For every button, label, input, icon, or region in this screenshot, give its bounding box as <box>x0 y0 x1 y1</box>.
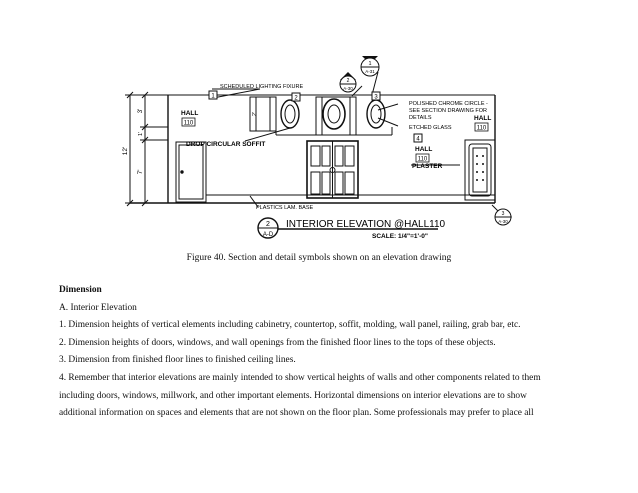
tag-box-1 <box>209 91 217 100</box>
elevation-drawing <box>0 0 638 245</box>
svg-text:A-D: A-D <box>262 232 274 238</box>
drawing-title: INTERIOR ELEVATION @HALL110 <box>286 219 446 230</box>
circle-soffit-right <box>367 100 385 128</box>
section-heading: Dimension <box>59 285 102 295</box>
svg-text:A-30: A-30 <box>498 219 508 224</box>
svg-text:A-31: A-31 <box>365 69 375 74</box>
svg-text:4: 4 <box>416 136 420 143</box>
label-hall-right: HALL <box>474 115 492 122</box>
label-plaster: PLASTER <box>412 163 443 170</box>
svg-text:1: 1 <box>368 61 372 67</box>
label-polished-chrome-2: SEE SECTION DRAWING FOR <box>409 108 488 114</box>
dim-small: 1' <box>138 131 144 137</box>
label-etched-glass: ETCHED GLASS <box>409 125 452 131</box>
body-line-4: 4. Remember that interior elevations are mainly intended to show vertical heights of walls and other components related to them <box>59 372 541 383</box>
body-line-3: 3. Dimension from finished floor lines to finished ceiling lines. <box>59 355 296 366</box>
svg-text:2: 2 <box>346 78 350 84</box>
circle-soffit-center <box>323 99 345 129</box>
svg-text:1: 1 <box>211 93 215 100</box>
label-plastic-base: PLASTICS LAM. BASE <box>256 205 314 211</box>
dim-mid: 2' <box>252 111 258 117</box>
drawing-scale: SCALE: 1/4"=1'-0" <box>372 233 428 240</box>
section-symbol-top <box>361 56 379 76</box>
label-scheduled-lighting: SCHEDULED LIGHTING FIXURE <box>220 84 304 90</box>
label-drop-soffit: DROP CIRCULAR SOFFIT <box>186 141 266 148</box>
circle-soffit-left <box>281 100 299 128</box>
label-hall-center: HALL <box>415 146 433 153</box>
svg-text:A-30: A-30 <box>343 86 353 91</box>
svg-text:2: 2 <box>266 221 270 228</box>
body-line-1: 1. Dimension heights of vertical elements including cabinetry, countertop, soffit, molding, wall panel, railing, grab bar, etc. <box>59 320 521 331</box>
subheading: A. Interior Elevation <box>59 302 137 313</box>
label-polished-chrome-1: POLISHED CHROME CIRCLE - <box>409 101 488 107</box>
tag-box-3 <box>372 92 380 101</box>
figure-caption: Figure 40. Section and detail symbols shown on an elevation drawing <box>186 253 452 263</box>
dim-low: 7' <box>137 169 144 175</box>
title-symbol <box>258 218 278 238</box>
section-symbol-mid <box>340 72 356 92</box>
body-line-2: 2. Dimension heights of doors, windows, and wall openings from the finished floor lines to the tops of these objects. <box>59 337 496 348</box>
svg-text:3: 3 <box>501 211 505 217</box>
tag-box-4 <box>414 134 422 143</box>
label-hall-center-num: 110 <box>417 156 428 163</box>
label-hall-right-num: 110 <box>476 125 487 132</box>
dim-top: 3' <box>138 108 144 114</box>
dimension-text <box>59 282 619 423</box>
label-hall-left: HALL <box>181 110 199 117</box>
svg-text:2: 2 <box>294 95 298 102</box>
body-line-5: including doors, windows, millwork, and other important elements. Horizontal dimensions on interior elevations are to show <box>59 390 527 401</box>
label-hall-left-num: 110 <box>183 120 194 127</box>
body-line-6: additional information on spaces and elements that are not shown on the floor plan. Some professionals may prefer to place all <box>59 408 534 419</box>
dim-total: 12' <box>122 146 129 156</box>
section-symbol-right <box>495 209 512 225</box>
svg-text:3: 3 <box>374 94 378 101</box>
label-polished-chrome-3: DETAILS <box>409 115 432 121</box>
tag-box-2 <box>292 93 300 102</box>
